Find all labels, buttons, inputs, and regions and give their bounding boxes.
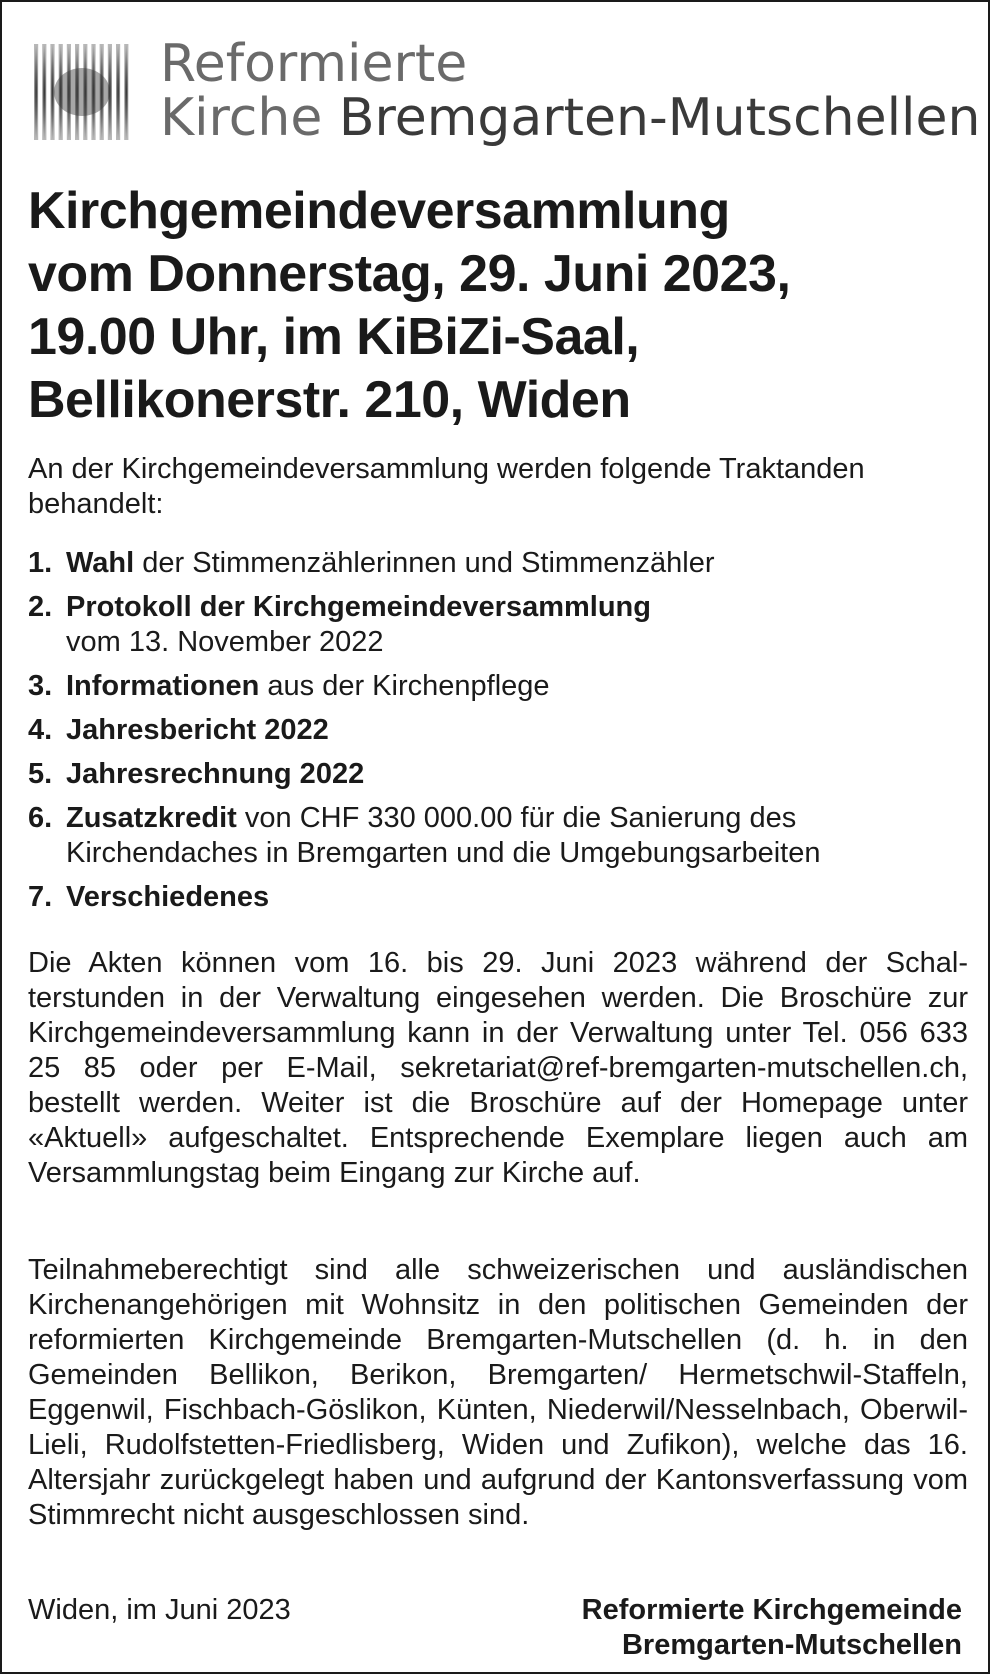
emblem-bar [34,44,38,140]
agenda-title: Jahresrechnung 2022 [66,758,365,790]
agenda-title: Verschiedenes [66,881,270,913]
agenda-number: 7. [28,881,53,913]
logo-text-location: Bremgarten-Mutschellen [338,88,981,148]
emblem-bar [124,44,128,140]
emblem-oval [54,68,110,116]
logo-text-kirche: Kirche [160,88,323,148]
logo-text-line2 [160,88,980,148]
agenda-item [28,669,968,704]
agenda-item [28,590,968,660]
agenda-number: 2. [28,591,53,623]
agenda-detail: von CHF 330 000.00 für die Sanierung des Kirchendaches in Bremgarten und die Umgebungsarbeiten [66,802,821,869]
title-line: Bellikonerstr. 210, Widen [28,371,631,429]
agenda-number: 4. [28,714,53,746]
agenda-item [28,546,968,581]
agenda-item [28,801,968,871]
agenda-number: 6. [28,802,53,834]
signature-line: Bremgarten-Mutschellen [621,1629,962,1661]
documents-paragraph: Die Akten können vom 16. bis 29. Juni 2023 während der Schalterstunden in der Verwaltung eingesehen werden. Die Broschüre zur Kirchgemeindeversammlung kann in der Verwaltung unter Tel. 056 633 25 85 oder per E-Mail, sekretariat@ref-bremgarten-mutschellen.ch, bestellt werden. Weiter ist die Broschüre auf der Homepage unter «Aktuell» aufgeschaltet. Entsprechende Exemplare liegen auch am Versammlungstag beim Eingang zur Kirche auf. [28,947,968,1189]
agenda-title: Protokoll der Kirchgemeindeversammlung [66,591,651,623]
emblem-bar [42,44,46,140]
intro-text: An der Kirchgemeindeversammlung werden folgende Traktanden behandelt: [28,453,865,520]
agenda-title: Wahl [66,547,135,579]
emblem-bar [50,44,54,140]
signature-line: Reformierte Kirchgemeinde [581,1594,962,1626]
page-title [28,180,958,432]
place-date: Widen, im Juni 2023 [28,1594,291,1626]
church-emblem-icon [32,44,132,140]
agenda-detail: aus der Kirchenpflege [259,670,550,702]
agenda-item [28,757,968,792]
agenda-title: Informationen [66,670,260,702]
church-logo [32,34,992,148]
logo-text-line1: Reformierte [160,34,468,94]
title-line: 19.00 Uhr, im KiBiZi-Saal, [28,308,640,366]
agenda-detail: vom 13. November 2022 [66,626,384,658]
agenda-list [28,546,968,915]
agenda-title: Jahresbericht 2022 [66,714,329,746]
agenda-title: Zusatzkredit [66,802,237,834]
title-line: Kirchgemeindeversammlung [28,182,730,240]
signature [582,1593,962,1663]
agenda-number: 1. [28,547,53,579]
agenda-item [28,880,968,915]
agenda-detail: der Stimmenzählerinnen und Stimmenzähler [134,547,715,579]
agenda-number: 5. [28,758,53,790]
agenda-item [28,713,968,748]
eligibility-paragraph: Teilnahmeberechtigt sind alle schweizerischen und ausländischen Kirchenangehörigen mit Wohnsitz in den politischen Gemeinden der reformierten Kirchgemeinde Bremgarten-Mutschellen (d. h. in den Gemeinden Bellikon, Berikon, Bremgarten/ Hermetschwil-Staffeln, Eggenwil, Fischbach-Göslikon, Künten, Niederwil/Nesselnbach, Oberwil-Lieli, Rudolfstetten-Friedlisberg, Widen und Zufikon), welche das 16. Altersjahr zurückgelegt haben und aufgrund der Kantonsverfassung vom Stimmrecht nicht ausgeschlossen sind. [28,1254,968,1531]
agenda-number: 3. [28,670,53,702]
title-line: vom Donnerstag, 29. Juni 2023, [28,245,791,303]
emblem-bar [116,44,120,140]
